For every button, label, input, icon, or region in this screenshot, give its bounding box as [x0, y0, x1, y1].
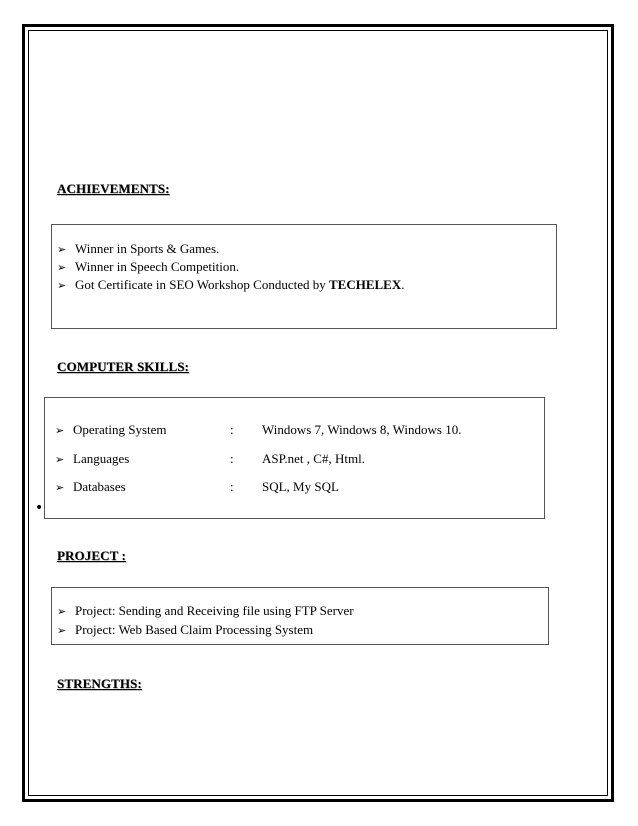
arrow-bullet-icon: ➢ [55, 424, 65, 437]
project-item [57, 603, 354, 620]
strengths-heading: STRENGTHS: [57, 676, 142, 691]
skill-label: Languages [73, 451, 130, 466]
project-item [57, 622, 313, 639]
arrow-bullet-icon: ➢ [57, 243, 67, 256]
achievement-text: Winner in Speech Competition. [75, 259, 240, 274]
stray-bullet-icon: • [35, 500, 44, 516]
skill-label-row [55, 451, 129, 468]
arrow-bullet-icon: ➢ [57, 624, 67, 637]
project-text: Project: Web Based Claim Processing System [75, 622, 314, 637]
achievement-item [57, 277, 404, 294]
skill-label: Databases [73, 479, 126, 494]
achievement-text-end: . [401, 277, 405, 292]
computer-skills-heading: COMPUTER SKILLS: [57, 359, 189, 374]
skill-separator: : [230, 451, 234, 466]
arrow-bullet-icon: ➢ [57, 279, 67, 292]
skill-label-row [55, 479, 126, 496]
arrow-bullet-icon: ➢ [55, 453, 65, 466]
achievement-text: Winner in Sports & Games. [75, 241, 220, 256]
achievement-item [57, 241, 219, 258]
project-box [51, 587, 549, 645]
organization-name: TECHELEX [328, 277, 402, 292]
skill-label: Operating System [73, 422, 167, 437]
project-heading: PROJECT : [57, 548, 126, 563]
skill-label-row [55, 422, 167, 439]
arrow-bullet-icon: ➢ [55, 481, 65, 494]
computer-skills-box [44, 397, 545, 519]
skill-value: SQL, My SQL [262, 479, 339, 494]
skill-value: Windows 7, Windows 8, Windows 10. [262, 422, 462, 437]
achievements-heading: ACHIEVEMENTS: [57, 181, 170, 196]
achievement-text: Got Certificate in SEO Workshop Conducted by [75, 277, 329, 292]
project-text: Project: Sending and Receiving file using FTP Server [75, 603, 354, 618]
arrow-bullet-icon: ➢ [57, 261, 67, 274]
achievements-box [51, 224, 557, 329]
skill-value: ASP.net , C#, Html. [262, 451, 365, 466]
skill-separator: : [230, 422, 234, 437]
skill-separator: : [230, 479, 234, 494]
arrow-bullet-icon: ➢ [57, 605, 67, 618]
achievement-item [57, 259, 239, 276]
